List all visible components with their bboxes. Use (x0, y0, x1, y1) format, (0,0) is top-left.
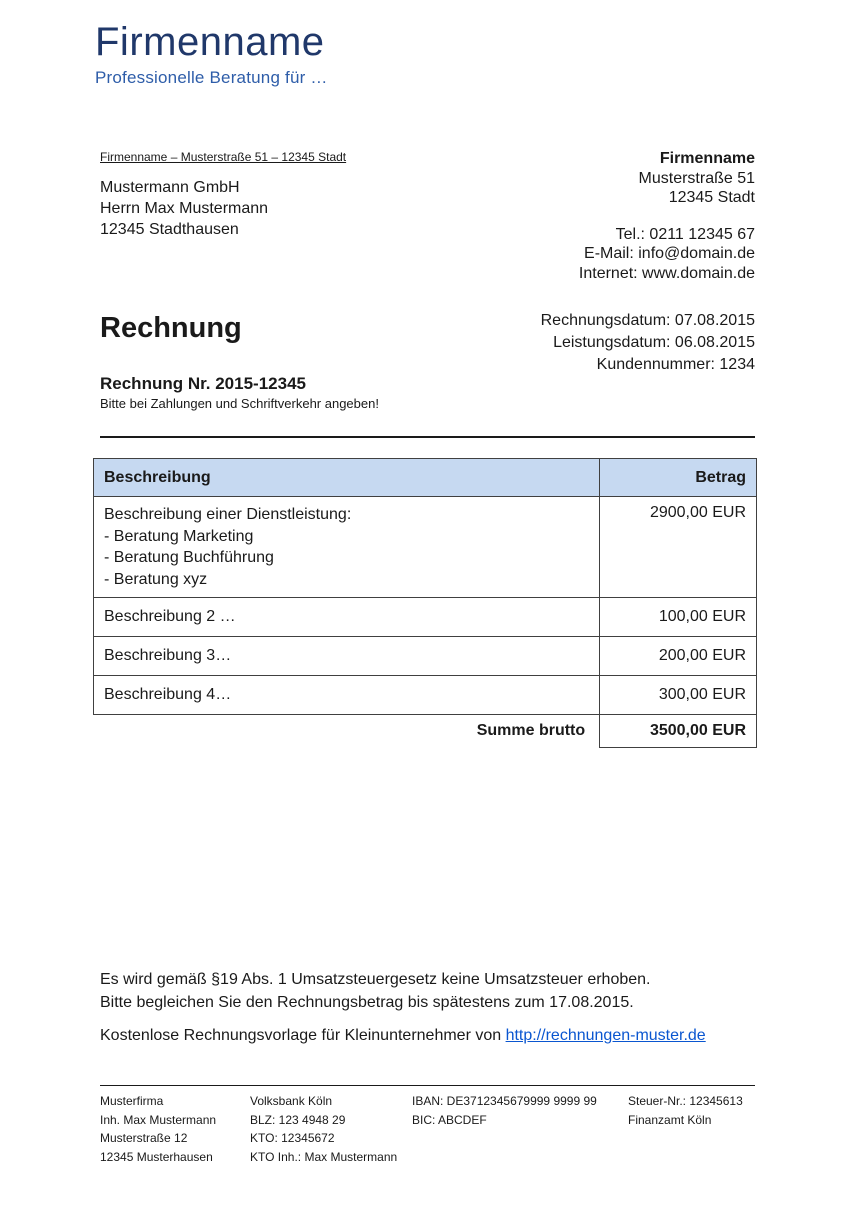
item-amount: 300,00 EUR (600, 676, 757, 715)
total-label: Summe brutto (476, 722, 586, 740)
footer-line: 12345 Musterhausen (100, 1149, 213, 1164)
footer-divider (100, 1085, 755, 1086)
company-address-line: 12345 Stadt (668, 189, 755, 206)
table-row (94, 676, 757, 715)
spacer (579, 208, 755, 225)
footer-line: KTO Inh.: Max Mustermann (250, 1149, 398, 1164)
page-title: Rechnung (100, 312, 242, 344)
item-description: Beschreibung 4… (94, 676, 600, 715)
column-header-description: Beschreibung (94, 459, 600, 497)
recipient-line: 12345 Stadthausen (100, 221, 239, 238)
table-row (94, 497, 757, 598)
footer-tax-column (628, 1092, 743, 1129)
footer-line: Musterfirma (100, 1094, 164, 1108)
sender-return-address: Firmenname – Musterstraße 51 – 12345 Stadt (100, 150, 347, 164)
invoice-date: Rechnungsdatum: 07.08.2015 (540, 312, 755, 329)
footer-line: IBAN: DE3712345679999 9999 99 (412, 1094, 597, 1108)
invoice-meta-block (541, 310, 755, 376)
template-promo-line (100, 1027, 706, 1045)
item-description: Beschreibung 3… (94, 637, 600, 676)
item-description (94, 497, 600, 598)
footer-line: Finanzamt Köln (628, 1112, 712, 1127)
item-amount: 200,00 EUR (600, 637, 757, 676)
table-header-row (94, 459, 757, 497)
footer-line: Volksbank Köln (250, 1094, 333, 1108)
footer-line: Musterstraße 12 (100, 1131, 188, 1145)
table-row (94, 637, 757, 676)
item-amount: 100,00 EUR (600, 598, 757, 637)
total-amount: 3500,00 EUR (600, 715, 757, 748)
tax-note: Es wird gemäß §19 Abs. 1 Umsatzsteuergesetz keine Umsatzsteuer erhoben. (100, 971, 651, 988)
brand-header (95, 20, 328, 88)
item-description-line: - Beratung Buchführung (104, 549, 274, 566)
item-description: Beschreibung 2 … (94, 598, 600, 637)
payment-due-note: Bitte begleichen Sie den Rechnungsbetrag bis spätestens zum 17.08.2015. (100, 993, 634, 1011)
company-phone: Tel.: 0211 12345 67 (615, 225, 755, 243)
footer-line: BIC: ABCDEF (412, 1112, 487, 1127)
footer-bank-column (250, 1092, 397, 1166)
item-amount: 2900,00 EUR (600, 497, 757, 598)
horizontal-divider (100, 436, 755, 438)
company-address-line: Musterstraße 51 (638, 169, 755, 187)
company-name: Firmenname (659, 150, 755, 167)
line-items-table (93, 458, 757, 748)
footer-company-column (100, 1092, 216, 1166)
recipient-line: Mustermann GmbH (100, 179, 240, 196)
company-email: E-Mail: info@domain.de (584, 245, 755, 262)
column-header-amount: Betrag (600, 459, 757, 497)
item-description-line: Beschreibung einer Dienstleistung: (104, 506, 352, 523)
promo-text: Kostenlose Rechnungsvorlage für Kleinunternehmer von (100, 1027, 506, 1044)
company-tagline: Professionelle Beratung für … (95, 68, 328, 87)
customer-number: Kundennummer: 1234 (596, 356, 755, 373)
service-date: Leistungsdatum: 06.08.2015 (553, 334, 755, 351)
footer-line: BLZ: 123 4948 29 (250, 1112, 346, 1127)
invoice-number: Rechnung Nr. 2015-12345 (100, 374, 306, 393)
company-website: Internet: www.domain.de (578, 264, 755, 282)
company-logo-name: Firmenname (95, 20, 325, 64)
footer-line: Steuer-Nr.: 12345613 (628, 1094, 743, 1108)
table-row (94, 598, 757, 637)
template-source-link[interactable]: http://rechnungen-muster.de (505, 1027, 706, 1044)
recipient-address (100, 177, 268, 240)
item-description-line: - Beratung Marketing (104, 527, 254, 545)
footer-line: KTO: 12345672 (250, 1131, 335, 1145)
item-description-line: - Beratung xyz (104, 570, 208, 588)
recipient-line: Herrn Max Mustermann (100, 200, 269, 217)
total-row (94, 715, 757, 748)
footer-line: Inh. Max Mustermann (100, 1112, 217, 1127)
tax-and-payment-notes (100, 969, 650, 1014)
invoice-number-note: Bitte bei Zahlungen und Schriftverkehr angeben! (100, 396, 379, 411)
company-info-block (579, 149, 755, 283)
footer-iban-column (412, 1092, 597, 1129)
